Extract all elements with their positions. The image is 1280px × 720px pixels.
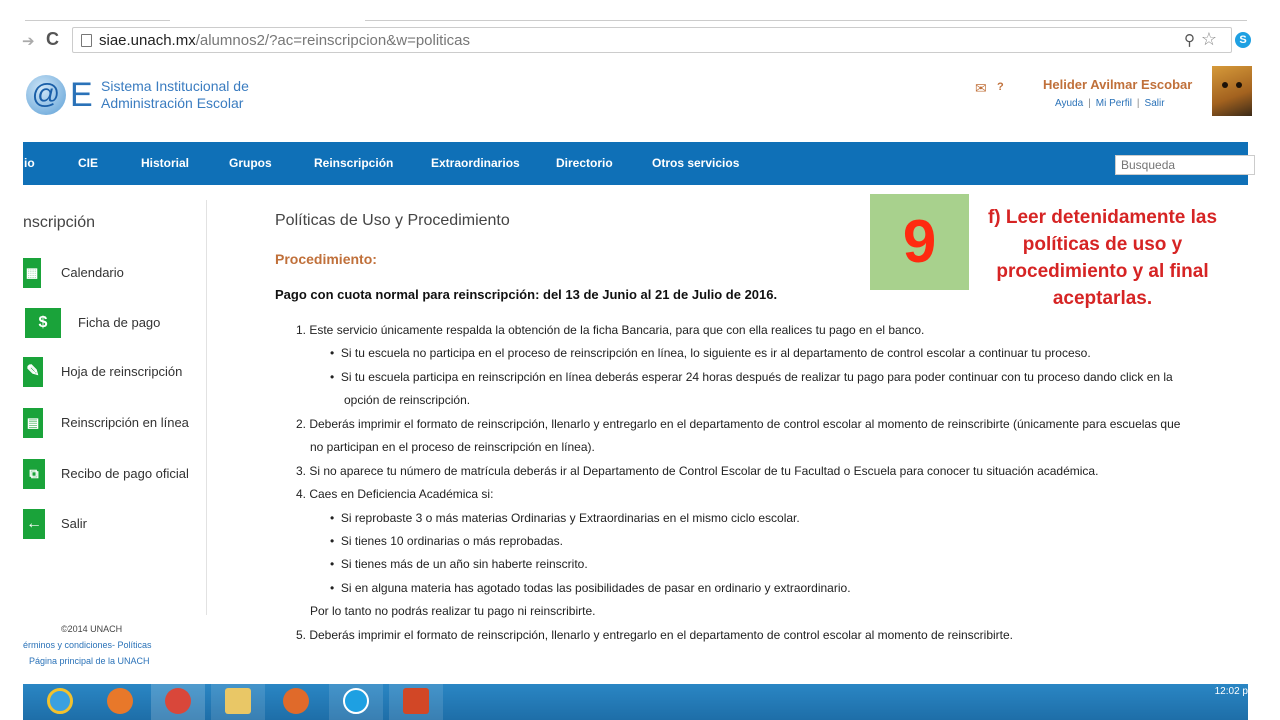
- nav-item-directorio[interactable]: Directorio: [556, 156, 613, 170]
- policy-item-3: 3. Si no aparece tu número de matrícula deberás ir al Departamento de Control Escolar de tu Facultad o Escuela para conocer tu situación académica.: [296, 464, 1099, 478]
- taskbar-ie-button[interactable]: [33, 684, 87, 720]
- pencil-icon: ✎: [23, 357, 43, 387]
- sidebar-item-label: Recibo de pago oficial: [61, 466, 189, 481]
- ie-icon: [47, 688, 73, 714]
- calendar-icon: ▦: [23, 258, 41, 288]
- nav-item-inicio[interactable]: io: [24, 156, 35, 170]
- url-domain: siae.unach.mx: [99, 32, 196, 49]
- logout-link[interactable]: Salir: [1144, 98, 1165, 109]
- policy-subitem-text: Si tienes 10 ordinarias o más reprobadas.: [340, 534, 563, 548]
- nav-item-cie[interactable]: CIE: [78, 156, 99, 170]
- address-bar[interactable]: [72, 27, 1232, 53]
- policy-subitem: • Si reprobaste 3 o más materias Ordinarias y Extraordinarias en el mismo ciclo escolar.: [330, 511, 800, 525]
- document-icon: ▤: [23, 408, 43, 438]
- folder-icon: [225, 688, 251, 714]
- browser-chrome: [0, 0, 1280, 58]
- system-name-line2: Administración Escolar: [101, 95, 244, 111]
- system-name-line1: Sistema Institucional de: [101, 78, 249, 94]
- page-title: Políticas de Uso y Procedimiento: [275, 212, 510, 229]
- receipt-icon: ⧉: [23, 459, 45, 489]
- footer-copyright: ©2014 UNACH: [61, 624, 123, 634]
- taskbar-clock[interactable]: 12:02 p: [1214, 686, 1248, 697]
- step-number-box: [870, 194, 969, 290]
- sidebar-item-label: Ficha de pago: [78, 315, 161, 330]
- skype-icon[interactable]: S: [1235, 32, 1251, 48]
- help-link[interactable]: Ayuda: [1055, 98, 1084, 109]
- sidebar-divider: [206, 200, 207, 615]
- policy-item-1: 1. Este servicio únicamente respalda la obtención de la ficha Bancaria, para que con ella realices tu pago en el banco.: [296, 323, 925, 337]
- back-icon[interactable]: ➔: [22, 33, 35, 50]
- footer-home-link[interactable]: Página principal de la UNACH: [29, 656, 150, 666]
- url-path: /alumnos2/?ac=reinscripcion&w=politicas: [195, 32, 471, 49]
- nav-item-historial[interactable]: Historial: [141, 156, 190, 170]
- avatar[interactable]: [1212, 66, 1252, 116]
- help-icon[interactable]: ?: [997, 81, 1004, 93]
- taskbar-powerpoint-button[interactable]: [389, 684, 443, 720]
- firefox-icon: [107, 688, 133, 714]
- sidebar-footer: [23, 621, 152, 669]
- section-heading: Procedimiento:: [275, 251, 377, 267]
- page-icon: [81, 34, 92, 47]
- main-navbar: [23, 142, 1248, 185]
- os-taskbar: [23, 684, 1248, 720]
- policy-item-5: 5. Deberás imprimir el formato de reinscripción, llenarlo y entregarlo en el departamento de control escolar al momento de reinscribirte.: [296, 628, 1013, 642]
- profile-link[interactable]: Mi Perfil: [1095, 98, 1132, 109]
- nav-item-reinscripcion[interactable]: Reinscripción: [314, 156, 394, 170]
- policy-subitem-text: Si tu escuela participa en reinscripción en línea deberás esperar 24 horas después de realizar tu pago para poder continuar con tu proceso dando click en la: [340, 370, 1173, 384]
- policy-subitem: • Si en alguna materia has agotado todas las posibilidades de pasar en ordinario y extraordinario.: [330, 581, 851, 595]
- policy-item-2-cont: no participan en el proceso de reinscripción en línea).: [310, 440, 595, 454]
- policy-item-4: 4. Caes en Deficiencia Académica si:: [296, 487, 494, 501]
- policy-subitem: • Si tu escuela no participa en el proceso de reinscripción en línea, lo siguiente es ir al departamento de control escolar a continuar tu proceso.: [330, 346, 1091, 360]
- taskbar-media-button[interactable]: [269, 684, 323, 720]
- reload-icon[interactable]: C: [46, 29, 59, 49]
- taskbar-explorer-button[interactable]: [211, 684, 265, 720]
- exit-icon: ←: [23, 509, 45, 539]
- policy-subitem-text: Si reprobaste 3 o más materias Ordinarias y Extraordinarias en el mismo ciclo escolar.: [340, 511, 800, 525]
- skype-app-icon: [343, 688, 369, 714]
- logo-e: E: [70, 76, 93, 114]
- policy-subitem-text: Si en alguna materia has agotado todas las posibilidades de pasar en ordinario y extraordinario.: [340, 581, 851, 595]
- policy-subitem-text: Si tu escuela no participa en el proceso de reinscripción en línea, lo siguiente es ir al departamento de control escolar a continuar tu proceso.: [340, 346, 1091, 360]
- zoom-icon[interactable]: ⚲: [1184, 32, 1195, 49]
- logo-at-icon: @: [26, 75, 66, 115]
- system-name: [101, 78, 249, 112]
- policy-subitem: • Si tienes 10 ordinarias o más reprobadas.: [330, 534, 563, 548]
- sidebar-item-label: Reinscripción en línea: [61, 415, 189, 430]
- policy-subitem: • Si tienes más de un año sin haberte reinscrito.: [330, 557, 588, 571]
- step-number: 9: [902, 208, 937, 275]
- powerpoint-icon: [403, 688, 429, 714]
- media-icon: [283, 688, 309, 714]
- sidebar-item-label: Hoja de reinscripción: [61, 364, 183, 379]
- nav-item-otros-servicios[interactable]: Otros servicios: [652, 156, 740, 170]
- star-icon[interactable]: ☆: [1200, 29, 1217, 49]
- nav-item-grupos[interactable]: Grupos: [229, 156, 272, 170]
- payment-period: Pago con cuota normal para reinscripción: del 13 de Junio al 21 de Julio de 2016.: [275, 287, 778, 302]
- search-input[interactable]: [1115, 155, 1255, 175]
- policy-subitem-text: Si tienes más de un año sin haberte reinscrito.: [340, 557, 588, 571]
- nav-item-extraordinarios[interactable]: Extraordinarios: [431, 156, 520, 170]
- instruction-annotation: f) Leer detenidamente las políticas de uso y procedimiento y al final aceptarlas.: [987, 207, 1218, 309]
- footer-terms-link[interactable]: érminos y condiciones- Políticas: [23, 640, 152, 650]
- chrome-icon: [165, 688, 191, 714]
- taskbar-skype-button[interactable]: [329, 684, 383, 720]
- dollar-icon: $: [25, 308, 61, 338]
- taskbar-chrome-button[interactable]: [151, 684, 205, 720]
- active-tab-edge: [170, 20, 365, 22]
- sidebar-item-label: Salir: [61, 516, 88, 531]
- policy-subitem-cont: opción de reinscripción.: [344, 393, 471, 407]
- mail-icon[interactable]: ✉: [975, 80, 987, 96]
- policy-item-4-note: Por lo tanto no podrás realizar tu pago ni reinscribirte.: [310, 604, 596, 618]
- taskbar-firefox-button[interactable]: [93, 684, 147, 720]
- url-text[interactable]: [99, 32, 470, 49]
- user-name: Helider Avilmar Escobar: [1043, 77, 1193, 92]
- policy-subitem: • Si tu escuela participa en reinscripción en línea deberás esperar 24 horas después de realizar tu pago para poder continuar con tu proceso dando click en la: [330, 370, 1173, 384]
- user-links: Ayuda | Mi Perfil | Salir: [1055, 98, 1165, 109]
- policy-item-2: 2. Deberás imprimir el formato de reinscripción, llenarlo y entregarlo en el departamento de control escolar al momento de reinscribirte (únicamente para escuelas que: [296, 417, 1181, 431]
- sidebar-title: nscripción: [23, 214, 96, 231]
- sidebar-item-label: Calendario: [61, 265, 124, 280]
